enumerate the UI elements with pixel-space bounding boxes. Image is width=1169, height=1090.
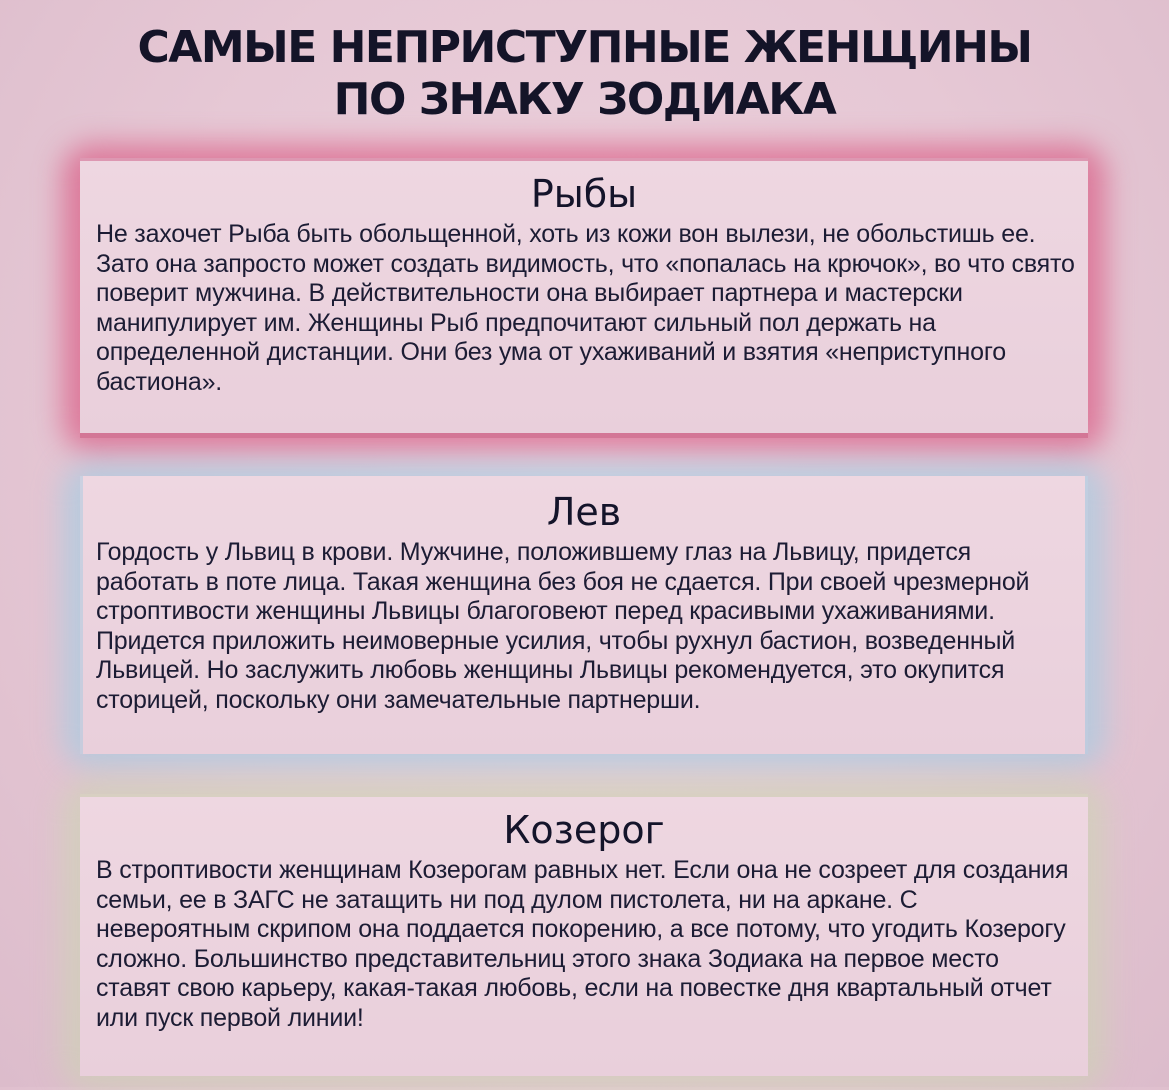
page-title-line-2: ПО ЗНАКУ ЗОДИАКА: [333, 74, 836, 125]
card-title-leo: Лев: [546, 490, 622, 534]
zodiac-card-capricorn: [80, 794, 1088, 1076]
zodiac-card-leo: [80, 476, 1088, 754]
zodiac-card-pisces: [80, 158, 1088, 438]
card-title-pisces: Рыбы: [530, 172, 638, 216]
card-title-capricorn: Козерог: [503, 808, 665, 852]
card-text-pisces: Не захочет Рыба быть обольщенной, хоть из кожи вон вылези, не обольстишь ее. Зато она запросто может создать видимость, что «попалась на крючок», во что свято поверит мужчина. В действительности она выбирает партнера и мастерски манипулирует им. Женщины Рыб предпочитают сильный пол держать на определенной дистанции. Они без ума от ухаживаний и взятия «неприступного бастиона».: [96, 220, 1075, 396]
page-title-line-1: САМЫЕ НЕПРИСТУПНЫЕ ЖЕНЩИНЫ: [137, 22, 1032, 73]
card-text-capricorn: В строптивости женщинам Козерогам равных нет. Если она не созреет для создания семьи, ее в ЗАГС не затащить ни под дулом пистолета, ни на аркане. С невероятным скрипом она поддается покорению, а все потому, что угодить Козерогу сложно. Большинство представительниц этого знака Зодиака на первое место ставят свою карьеру, какая-такая любовь, если на повестке дня квартальный отчет или пуск первой линии!: [96, 856, 1069, 1032]
card-text-leo: Гордость у Львиц в крови. Мужчине, положившему глаз на Львицу, придется работать в поте лица. Такая женщина без боя не сдается. При своей чрезмерной строптивости женщины Львицы благоговеют перед красивыми ухаживаниями. Придется приложить неимоверные усилия, чтобы рухнул бастион, возведенный Львицей. Но заслужить любовь женщины Львицы рекомендуется, это окупится сторицей, поскольку они замечательные партнерши.: [96, 538, 1030, 714]
page-title: [0, 22, 1169, 126]
